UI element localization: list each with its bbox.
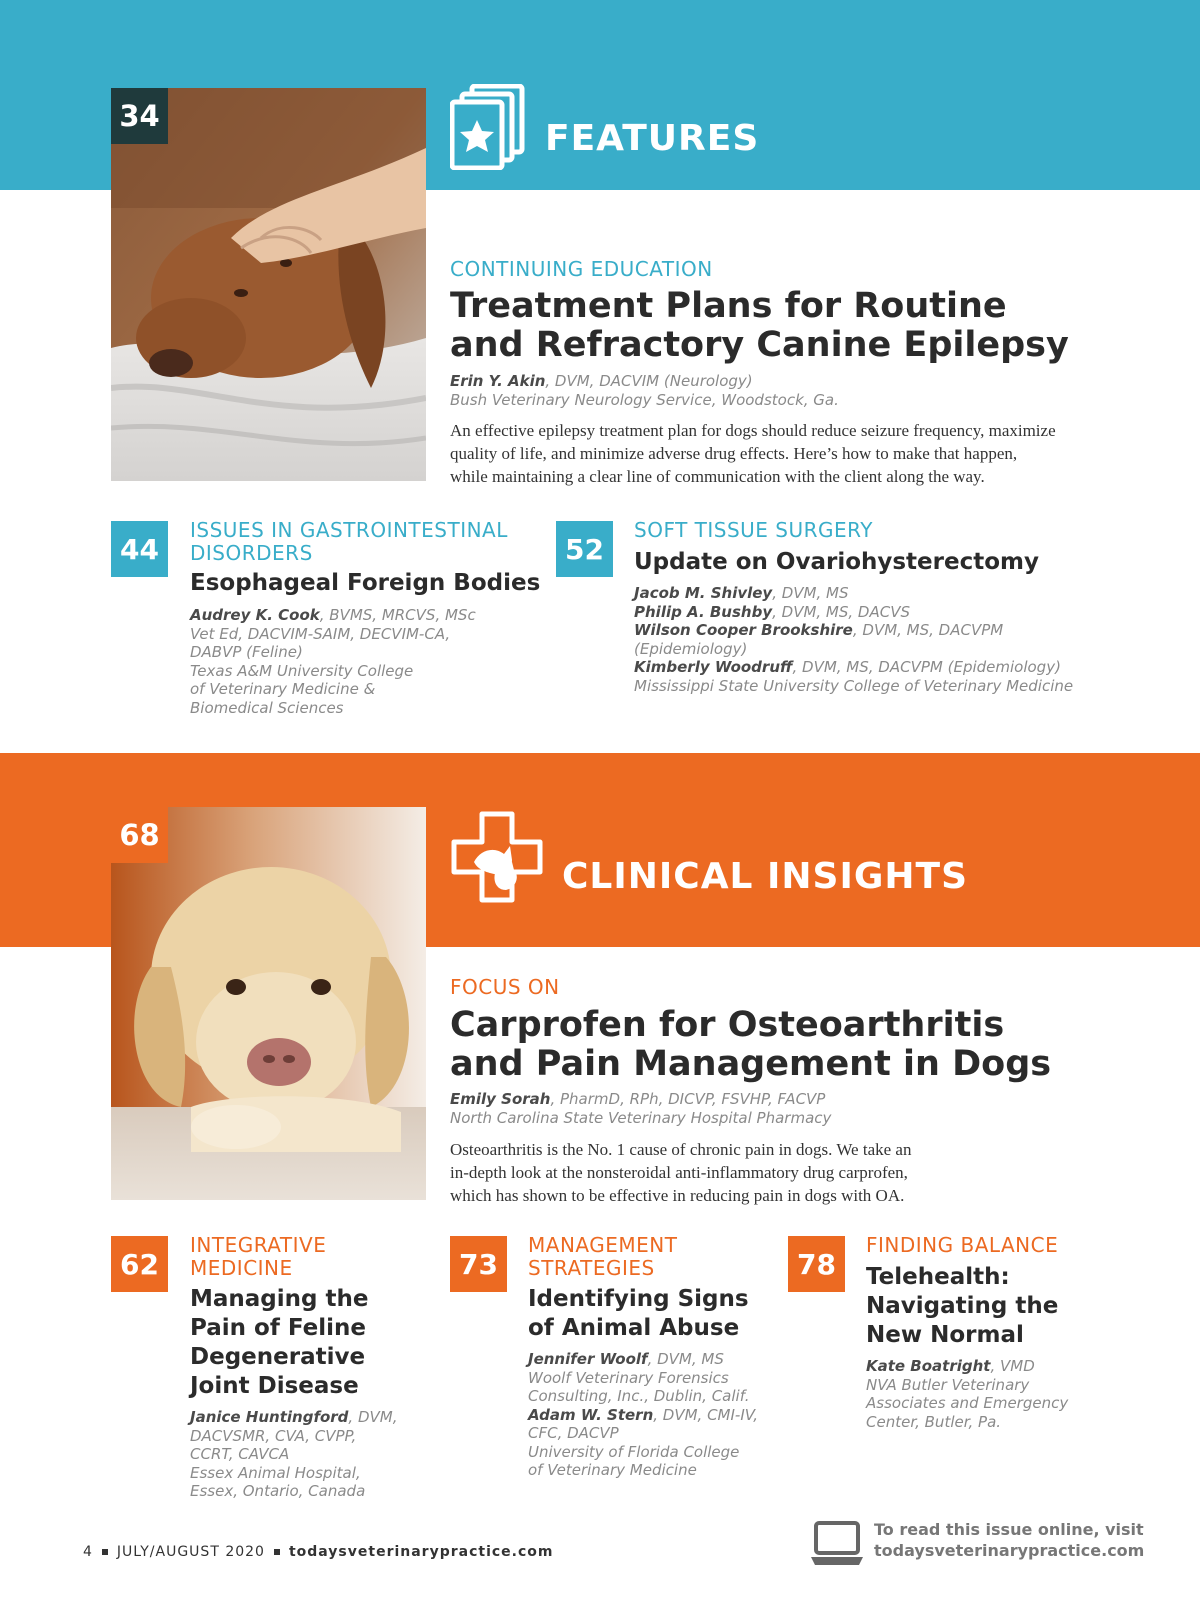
article-byline [190, 606, 476, 717]
author-credentials: , VMD [990, 1357, 1035, 1375]
headline-line: Pain of Feline [190, 1315, 366, 1341]
issue-date: JULY/AUGUST 2020 [116, 1544, 265, 1560]
kicker-line: MANAGEMENT [528, 1233, 678, 1257]
author-name: Janice Huntingford [190, 1408, 349, 1426]
dek-line: An effective epilepsy treatment plan for dogs should reduce seizure frequency, maximize [450, 421, 1056, 440]
author-affiliation: Essex Animal Hospital, [190, 1463, 361, 1482]
article-kicker [190, 519, 508, 565]
page-number-badge[interactable]: 44 [111, 521, 168, 577]
author-credentials: DACVSMR, CVA, CVPP, [190, 1426, 357, 1445]
read-online-line: To read this issue online, visit [874, 1520, 1144, 1539]
article-kicker [528, 1234, 677, 1280]
author-name: Audrey K. Cook [190, 606, 320, 624]
author-name: Philip A. Bushby [634, 602, 773, 621]
author-credentials: Vet Ed, DACVIM-SAIM, DECVIM-CA, [190, 624, 451, 643]
headline-line: Navigating the [866, 1293, 1059, 1319]
kicker-line: ISSUES IN GASTROINTESTINAL [190, 518, 508, 542]
author-name: Kimberly Woodruff [634, 658, 793, 676]
author-affiliation: of Veterinary Medicine & [190, 680, 376, 698]
article-byline [528, 1350, 758, 1480]
page-number-badge[interactable]: 68 [111, 807, 168, 863]
headline-line: and Refractory Canine Epilepsy [450, 325, 1069, 365]
author-affiliation: Texas A&M University College [190, 661, 414, 680]
page-number-badge[interactable]: 34 [111, 88, 168, 144]
author-affiliation: Woolf Veterinary Forensics [528, 1368, 729, 1387]
article-kicker [190, 1234, 326, 1280]
author-credentials: CCRT, CAVCA [190, 1445, 290, 1463]
headline-line: Treatment Plans for Routine [450, 286, 1007, 326]
author-credentials: , PharmD, RPh, DICVP, FSVHP, FACVP [550, 1090, 826, 1108]
headline-line: Identifying Signs [528, 1286, 749, 1312]
dek-line: Osteoarthritis is the No. 1 cause of chronic pain in dogs. We take an [450, 1140, 912, 1159]
page-number-badge[interactable]: 73 [450, 1236, 507, 1292]
read-online-callout[interactable] [810, 1517, 1145, 1569]
author-credentials: , DVM, DACVIM (Neurology) [545, 372, 753, 390]
dek-line: which has shown to be effective in reducing pain in dogs with OA. [450, 1186, 905, 1205]
article-headline[interactable] [528, 1285, 749, 1343]
book-star-icon [450, 84, 526, 170]
page-number-badge[interactable]: 62 [111, 1236, 168, 1292]
author-credentials: DABVP (Feline) [190, 643, 303, 661]
dek-line: in-depth look at the nonsteroidal anti-inflammatory drug carprofen, [450, 1163, 908, 1182]
author-affiliation: North Carolina State Veterinary Hospital Pharmacy [450, 1108, 832, 1127]
author-affiliation: University of Florida College [528, 1442, 740, 1461]
kicker-line: FINDING BALANCE [866, 1233, 1059, 1257]
author-affiliation: Mississippi State University College of Veterinary Medicine [634, 676, 1074, 695]
kicker-line: DISORDERS [190, 541, 313, 565]
headline-line: New Normal [866, 1322, 1024, 1348]
author-credentials: CFC, DACVP [528, 1424, 619, 1442]
dog-photo-image [111, 88, 426, 481]
author-credentials: (Epidemiology) [634, 639, 748, 658]
features-section-title: FEATURES [545, 118, 760, 159]
feature-photo-labrador [111, 807, 426, 1200]
author-affiliation: Biomedical Sciences [190, 698, 344, 717]
author-name: Jennifer Woolf [528, 1350, 648, 1368]
author-affiliation: Essex, Ontario, Canada [190, 1482, 366, 1500]
page-number-badge[interactable]: 52 [556, 521, 613, 577]
author-affiliation: Bush Veterinary Neurology Service, Woodstock, Ga. [450, 390, 839, 409]
separator-square [274, 1549, 280, 1555]
laptop-icon [810, 1521, 864, 1567]
clinical-insights-section-title: CLINICAL INSIGHTS [562, 856, 969, 897]
article-byline [866, 1357, 1068, 1431]
article-kicker [866, 1234, 1058, 1257]
lead-kicker: FOCUS ON [450, 975, 560, 999]
author-credentials: , DVM, MS, DACVS [772, 602, 911, 621]
article-headline[interactable]: Esophageal Foreign Bodies [190, 570, 541, 596]
author-affiliation: Center, Butler, Pa. [866, 1412, 1002, 1431]
author-affiliation: of Veterinary Medicine [528, 1461, 697, 1479]
headline-line: of Animal Abuse [528, 1315, 740, 1341]
article-headline[interactable] [190, 1285, 368, 1401]
dog-photo-image [111, 807, 426, 1200]
author-credentials: , DVM, MS, DACVPM [852, 621, 1004, 639]
author-credentials: , DVM, CMI-IV, [653, 1405, 759, 1424]
dek-line: while maintaining a clear line of communication with the client along the way. [450, 467, 985, 486]
dek-line: quality of life, and minimize adverse drug effects. Here’s how to make that happen, [450, 444, 1018, 463]
footer-website-link[interactable]: todaysveterinarypractice.com [288, 1544, 554, 1560]
author-name: Jacob M. Shivley [634, 584, 773, 602]
author-name: Emily Sorah [450, 1090, 551, 1108]
article-byline [634, 584, 1073, 695]
author-name: Erin Y. Akin [450, 372, 546, 390]
author-name: Kate Boatright [866, 1357, 991, 1375]
author-name: Wilson Cooper Brookshire [634, 621, 853, 639]
read-online-url[interactable]: todaysveterinarypractice.com [874, 1541, 1145, 1560]
separator-square [102, 1549, 108, 1555]
lead-byline [450, 1090, 831, 1127]
feature-photo-dog-hand [111, 88, 426, 481]
author-credentials: , DVM, MS [772, 584, 849, 602]
headline-line: Degenerative [190, 1344, 366, 1370]
lead-dek [450, 1138, 911, 1207]
headline-line: Carprofen for Osteoarthritis [450, 1005, 1005, 1045]
lead-headline[interactable] [450, 1006, 1051, 1084]
author-credentials: , DVM, MS, DACVPM (Epidemiology) [792, 658, 1061, 676]
medical-cross-pets-icon [450, 810, 544, 904]
article-kicker: SOFT TISSUE SURGERY [634, 518, 874, 542]
author-credentials: , DVM, [348, 1408, 398, 1426]
headline-line: and Pain Management in Dogs [450, 1044, 1052, 1084]
article-headline[interactable] [866, 1263, 1058, 1350]
page-footer [83, 1544, 554, 1560]
kicker-line: STRATEGIES [528, 1256, 655, 1280]
read-online-text [874, 1519, 1144, 1561]
article-byline [190, 1408, 397, 1501]
author-affiliation: Associates and Emergency [866, 1394, 1069, 1412]
author-credentials: , BVMS, MRCVS, MSc [319, 606, 476, 624]
lead-byline [450, 372, 839, 409]
article-headline[interactable]: Update on Ovariohysterectomy [634, 549, 1039, 575]
kicker-line: MEDICINE [190, 1256, 293, 1280]
author-name: Adam W. Stern [528, 1405, 654, 1424]
lead-dek [450, 419, 1056, 488]
kicker-line: INTEGRATIVE [190, 1233, 327, 1257]
headline-line: Managing the [190, 1286, 369, 1312]
headline-line: Telehealth: [866, 1264, 1010, 1290]
lead-kicker: CONTINUING EDUCATION [450, 257, 713, 281]
author-affiliation: Consulting, Inc., Dublin, Calif. [528, 1387, 750, 1405]
author-affiliation: NVA Butler Veterinary [866, 1375, 1030, 1394]
author-credentials: , DVM, MS [647, 1350, 724, 1368]
lead-headline[interactable] [450, 287, 1069, 365]
page-number-badge[interactable]: 78 [788, 1236, 845, 1292]
headline-line: Joint Disease [190, 1373, 359, 1399]
folio-number: 4 [83, 1544, 93, 1560]
